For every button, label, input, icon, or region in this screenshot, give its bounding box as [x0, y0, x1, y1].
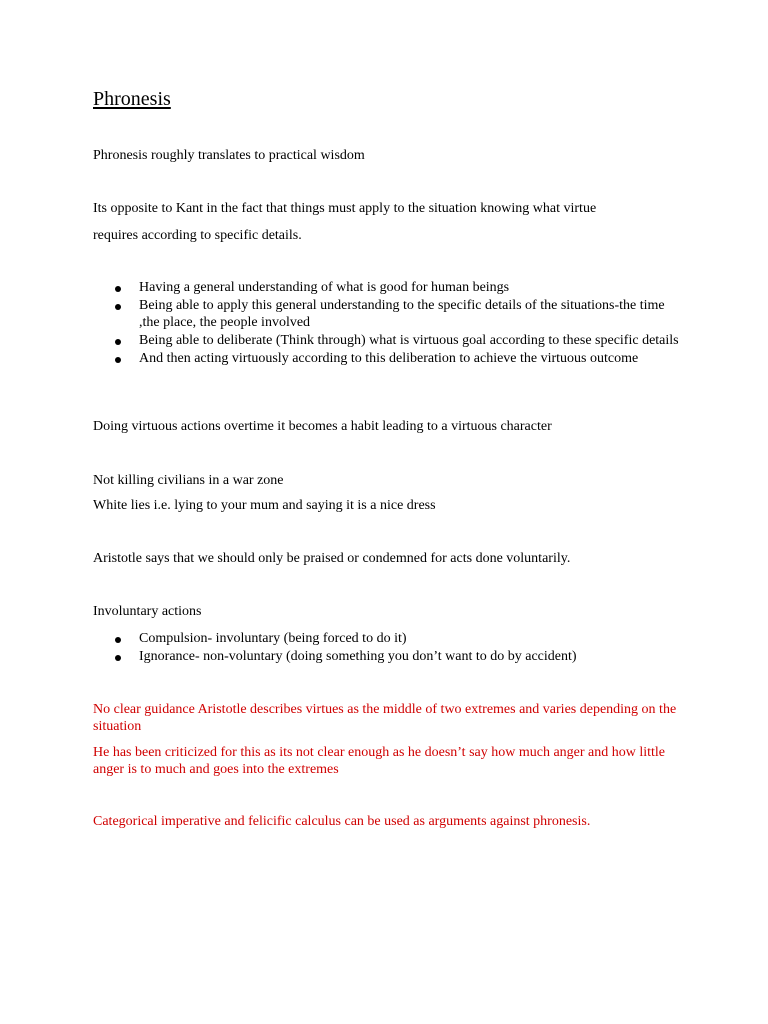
page-title: Phronesis	[93, 88, 171, 110]
bullet-icon	[115, 339, 121, 345]
bullet-icon	[115, 286, 121, 292]
bullet-list-phronesis-steps	[93, 279, 683, 368]
list-item-text: Compulsion- involuntary (being forced to do it)	[139, 631, 407, 646]
bullet-icon	[115, 637, 121, 643]
bullet-icon	[115, 655, 121, 661]
list-item	[93, 297, 683, 331]
paragraph-kant-line-2: requires according to specific details.	[93, 228, 302, 243]
bullet-icon	[115, 357, 121, 363]
list-item	[93, 630, 683, 647]
paragraph-criticism-anger: He has been criticized for this as its not clear enough as he doesn’t say how much anger and how little anger is to much and goes into the extremes	[93, 745, 666, 777]
paragraph-criticism-guidance: No clear guidance Aristotle describes virtues as the middle of two extremes and varies depending on the situation	[93, 702, 677, 734]
paragraph-habit: Doing virtuous actions overtime it becomes a habit leading to a virtuous character	[93, 419, 552, 434]
paragraph-counter-arguments: Categorical imperative and felicific calculus can be used as arguments against phronesis.	[93, 814, 591, 829]
paragraph-kant-line-1: Its opposite to Kant in the fact that things must apply to the situation knowing what virtue	[93, 201, 597, 216]
list-item-text: Ignorance- non-voluntary (doing something you don’t want to do by accident)	[139, 649, 577, 664]
list-item-text: And then acting virtuously according to this deliberation to achieve the virtuous outcome	[139, 351, 639, 366]
bullet-list-involuntary	[93, 630, 683, 666]
list-item	[93, 279, 683, 296]
paragraph-definition: Phronesis roughly translates to practical wisdom	[93, 148, 365, 163]
list-item	[93, 350, 683, 367]
paragraph-example-war: Not killing civilians in a war zone	[93, 473, 284, 488]
list-item-text: Having a general understanding of what is good for human beings	[139, 280, 510, 295]
list-item	[93, 332, 683, 349]
paragraph-aristotle-voluntary: Aristotle says that we should only be praised or condemned for acts done voluntarily.	[93, 551, 571, 566]
bullet-icon	[115, 304, 121, 310]
paragraph-example-white-lies: White lies i.e. lying to your mum and saying it is a nice dress	[93, 498, 436, 513]
list-item-text: Being able to deliberate (Think through) what is virtuous goal according to these specific details	[139, 333, 679, 348]
paragraph-involuntary-heading: Involuntary actions	[93, 604, 202, 619]
list-item-text: Being able to apply this general understanding to the specific details of the situations-the time ,the place, the people involved	[139, 298, 665, 330]
list-item	[93, 648, 683, 665]
